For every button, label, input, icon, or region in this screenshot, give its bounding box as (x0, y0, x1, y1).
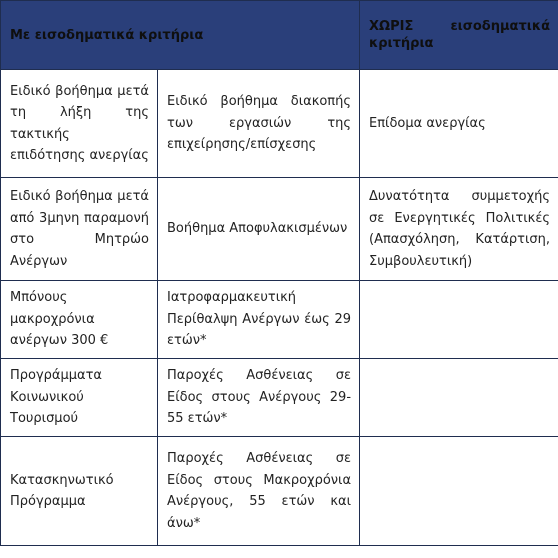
table-cell: Ειδικό βοήθημα διακοπής των εργασιών της επιχείρησης/επίσχεσης (158, 70, 360, 178)
table-cell: Επίδομα ανεργίας (360, 70, 558, 178)
table-cell: Κατασκηνωτικό Πρόγραμμα (1, 437, 158, 546)
table-cell: Προγράμματα Κοινωνικού Τουρισμού (1, 359, 158, 437)
table-cell: Ειδικό βοήθημα μετά τη λήξη της τακτικής επιδότησης ανεργίας (1, 70, 158, 178)
table-cell: Ιατροφαρμακευτική Περίθαλψη Ανέργων έως 29 ετών* (158, 281, 360, 359)
table-header-row (1, 1, 558, 70)
table-cell (360, 359, 558, 437)
header-with-income-criteria: Με εισοδηματικά κριτήρια (1, 1, 360, 70)
table-cell: Μπόνους μακροχρόνια ανέργων 300 € (1, 281, 158, 359)
table-cell: Ειδικό βοήθημα μετά από 3μηνη παραμονή στο Μητρώο Ανέργων (1, 178, 158, 281)
table-cell (360, 437, 558, 546)
table-cell: Παροχές Ασθένειας σε Είδος στους Ανέργους 29-55 ετών* (158, 359, 360, 437)
table-cell: Δυνατότητα συμμετοχής σε Ενεργητικές Πολιτικές (Απασχόληση, Κατάρτιση, Συμβουλευτική) (360, 178, 558, 281)
header-without-income-criteria: ΧΩΡΙΣ εισοδηματικά κριτήρια (360, 1, 558, 70)
table-cell: Βοήθημα Αποφυλακισμένων (158, 178, 360, 281)
table-row (1, 70, 558, 178)
table-row (1, 437, 558, 546)
table-row (1, 281, 558, 359)
table-row (1, 359, 558, 437)
table-cell (360, 281, 558, 359)
table-row (1, 178, 558, 281)
table-cell: Παροχές Ασθένειας σε Είδος στους Μακροχρόνια Ανέργους, 55 ετών και άνω* (158, 437, 360, 546)
